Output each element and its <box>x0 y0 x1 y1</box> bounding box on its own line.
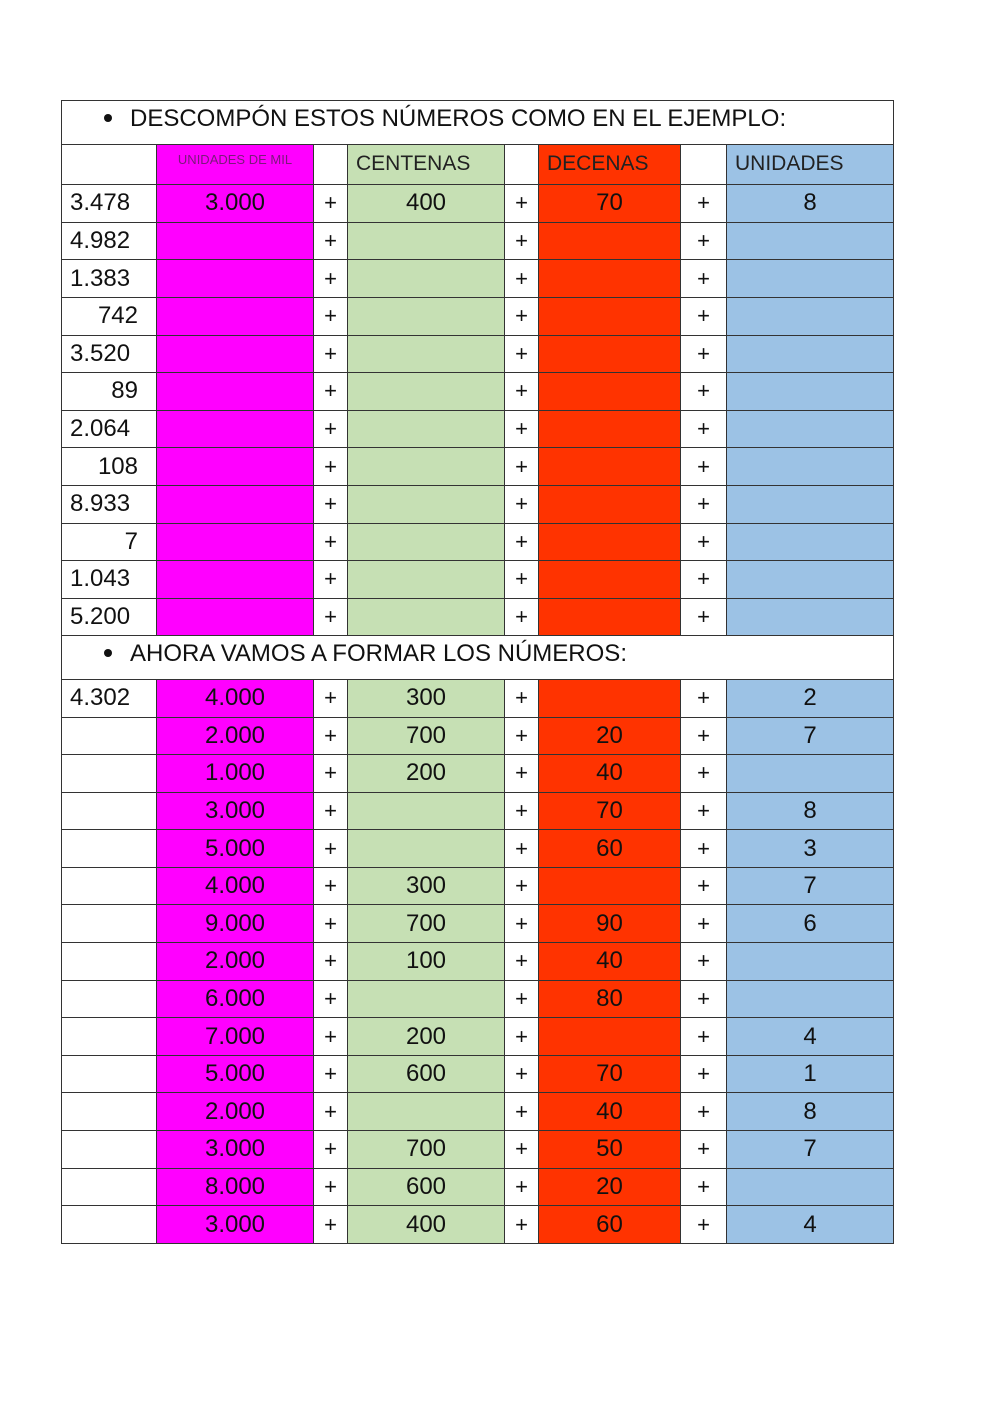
number-cell: 3.478 <box>62 185 157 223</box>
centenas-cell: 300 <box>348 867 505 905</box>
decenas-cell: 90 <box>539 905 681 943</box>
unidades-de-mil-cell: 7.000 <box>157 1018 314 1056</box>
table-row <box>62 222 894 260</box>
plus-sign: + <box>681 1131 727 1169</box>
table-row <box>62 1018 894 1056</box>
plus-sign: + <box>505 260 539 298</box>
plus-sign: + <box>314 1055 348 1093</box>
centenas-cell[interactable]: 400 <box>348 185 505 223</box>
centenas-cell: 700 <box>348 905 505 943</box>
centenas-cell: 600 <box>348 1055 505 1093</box>
plus-sign: + <box>681 830 727 868</box>
unidades-de-mil-cell[interactable] <box>157 523 314 561</box>
unidades-de-mil-cell[interactable]: 3.000 <box>157 185 314 223</box>
plus-sign: + <box>681 185 727 223</box>
centenas-cell[interactable] <box>348 373 505 411</box>
unidades-de-mil-cell: 4.000 <box>157 679 314 717</box>
plus-sign: + <box>681 598 727 636</box>
number-cell: 108 <box>62 448 157 486</box>
decenas-cell: 40 <box>539 1093 681 1131</box>
decenas-cell: 20 <box>539 1168 681 1206</box>
table-row <box>62 943 894 981</box>
plus-sign: + <box>314 598 348 636</box>
table-row <box>62 717 894 755</box>
centenas-cell[interactable] <box>348 222 505 260</box>
table-row <box>62 373 894 411</box>
unidades-cell: 8 <box>727 792 894 830</box>
table-row <box>62 792 894 830</box>
table-row <box>62 523 894 561</box>
unidades-cell: 6 <box>727 905 894 943</box>
unidades-de-mil-cell: 3.000 <box>157 1131 314 1169</box>
plus-sign: + <box>314 185 348 223</box>
centenas-cell[interactable] <box>348 485 505 523</box>
plus-sign: + <box>681 561 727 599</box>
number-cell[interactable] <box>62 792 157 830</box>
plus-sign: + <box>681 717 727 755</box>
centenas-cell[interactable] <box>348 297 505 335</box>
decenas-cell[interactable] <box>539 485 681 523</box>
section1-instruction-row <box>62 101 894 145</box>
number-cell: 742 <box>62 297 157 335</box>
plus-sign: + <box>681 523 727 561</box>
number-cell[interactable] <box>62 1093 157 1131</box>
decenas-cell: 70 <box>539 792 681 830</box>
centenas-cell: 400 <box>348 1206 505 1244</box>
header-gap <box>314 144 348 185</box>
centenas-cell <box>348 1093 505 1131</box>
unidades-de-mil-cell[interactable] <box>157 448 314 486</box>
table-row <box>62 830 894 868</box>
decenas-cell: 60 <box>539 830 681 868</box>
section1-instruction <box>62 101 894 145</box>
decenas-cell: 60 <box>539 1206 681 1244</box>
unidades-cell[interactable] <box>727 297 894 335</box>
plus-sign: + <box>314 679 348 717</box>
plus-sign: + <box>314 905 348 943</box>
number-cell: 1.043 <box>62 561 157 599</box>
number-cell[interactable] <box>62 905 157 943</box>
plus-sign: + <box>681 335 727 373</box>
plus-sign: + <box>681 1206 727 1244</box>
decenas-cell[interactable] <box>539 297 681 335</box>
unidades-cell: 2 <box>727 679 894 717</box>
number-cell[interactable] <box>62 830 157 868</box>
number-cell[interactable] <box>62 1018 157 1056</box>
centenas-cell: 700 <box>348 1131 505 1169</box>
plus-sign: + <box>505 905 539 943</box>
unidades-cell: 7 <box>727 1131 894 1169</box>
plus-sign: + <box>314 1206 348 1244</box>
decenas-cell[interactable] <box>539 523 681 561</box>
plus-sign: + <box>505 679 539 717</box>
table-row <box>62 297 894 335</box>
plus-sign: + <box>314 717 348 755</box>
table-row <box>62 1168 894 1206</box>
table-row <box>62 905 894 943</box>
unidades-de-mil-cell: 1.000 <box>157 755 314 793</box>
plus-sign: + <box>681 260 727 298</box>
header-blank <box>62 144 157 185</box>
number-cell[interactable] <box>62 1168 157 1206</box>
number-cell: 1.383 <box>62 260 157 298</box>
plus-sign: + <box>314 943 348 981</box>
unidades-cell <box>727 755 894 793</box>
table-row <box>62 980 894 1018</box>
unidades-cell[interactable] <box>727 373 894 411</box>
centenas-cell[interactable] <box>348 448 505 486</box>
decenas-cell[interactable] <box>539 373 681 411</box>
plus-sign: + <box>505 1018 539 1056</box>
table-row <box>62 260 894 298</box>
number-cell[interactable] <box>62 980 157 1018</box>
unidades-de-mil-cell[interactable] <box>157 373 314 411</box>
plus-sign: + <box>505 717 539 755</box>
plus-sign: + <box>314 755 348 793</box>
decenas-cell <box>539 679 681 717</box>
unidades-de-mil-cell: 2.000 <box>157 717 314 755</box>
plus-sign: + <box>314 448 348 486</box>
decenas-cell <box>539 1018 681 1056</box>
table-row <box>62 867 894 905</box>
number-cell: 5.200 <box>62 598 157 636</box>
plus-sign: + <box>314 1131 348 1169</box>
number-cell[interactable] <box>62 717 157 755</box>
number-cell[interactable] <box>62 1131 157 1169</box>
header-unidades-de-mil: UNIDADES DE MIL <box>157 144 314 185</box>
unidades-de-mil-cell[interactable] <box>157 297 314 335</box>
section2-instruction <box>62 636 894 680</box>
centenas-cell[interactable] <box>348 335 505 373</box>
plus-sign: + <box>314 561 348 599</box>
plus-sign: + <box>681 485 727 523</box>
unidades-de-mil-cell: 3.000 <box>157 1206 314 1244</box>
plus-sign: + <box>314 485 348 523</box>
decenas-cell[interactable] <box>539 335 681 373</box>
unidades-cell[interactable]: 8 <box>727 185 894 223</box>
plus-sign: + <box>505 297 539 335</box>
decenas-cell <box>539 867 681 905</box>
plus-sign: + <box>681 1168 727 1206</box>
plus-sign: + <box>681 1093 727 1131</box>
plus-sign: + <box>681 1055 727 1093</box>
worksheet-table <box>61 100 894 1244</box>
plus-sign: + <box>505 1055 539 1093</box>
plus-sign: + <box>681 867 727 905</box>
plus-sign: + <box>314 792 348 830</box>
unidades-de-mil-cell: 3.000 <box>157 792 314 830</box>
decenas-cell[interactable] <box>539 410 681 448</box>
centenas-cell: 200 <box>348 1018 505 1056</box>
plus-sign: + <box>314 297 348 335</box>
plus-sign: + <box>505 485 539 523</box>
plus-sign: + <box>505 792 539 830</box>
plus-sign: + <box>314 260 348 298</box>
plus-sign: + <box>505 185 539 223</box>
unidades-cell: 7 <box>727 717 894 755</box>
plus-sign: + <box>314 335 348 373</box>
centenas-cell: 600 <box>348 1168 505 1206</box>
unidades-cell: 4 <box>727 1018 894 1056</box>
unidades-de-mil-cell[interactable] <box>157 222 314 260</box>
centenas-cell: 700 <box>348 717 505 755</box>
plus-sign: + <box>681 792 727 830</box>
bullet-icon <box>104 649 112 657</box>
plus-sign: + <box>314 830 348 868</box>
header-gap <box>681 144 727 185</box>
unidades-de-mil-cell: 2.000 <box>157 1093 314 1131</box>
unidades-cell: 7 <box>727 867 894 905</box>
plus-sign: + <box>681 373 727 411</box>
header-gap <box>505 144 539 185</box>
number-cell: 89 <box>62 373 157 411</box>
decenas-cell[interactable] <box>539 222 681 260</box>
plus-sign: + <box>314 980 348 1018</box>
unidades-cell: 8 <box>727 1093 894 1131</box>
plus-sign: + <box>505 410 539 448</box>
unidades-cell[interactable] <box>727 410 894 448</box>
centenas-cell: 200 <box>348 755 505 793</box>
decenas-cell[interactable] <box>539 561 681 599</box>
plus-sign: + <box>505 222 539 260</box>
plus-sign: + <box>681 980 727 1018</box>
decenas-cell[interactable] <box>539 260 681 298</box>
unidades-de-mil-cell: 5.000 <box>157 830 314 868</box>
decenas-cell[interactable] <box>539 598 681 636</box>
unidades-cell[interactable] <box>727 561 894 599</box>
plus-sign: + <box>681 943 727 981</box>
unidades-cell[interactable] <box>727 448 894 486</box>
unidades-cell[interactable] <box>727 598 894 636</box>
plus-sign: + <box>314 523 348 561</box>
unidades-de-mil-cell: 9.000 <box>157 905 314 943</box>
plus-sign: + <box>505 523 539 561</box>
plus-sign: + <box>681 755 727 793</box>
table-row <box>62 185 894 223</box>
decenas-cell: 40 <box>539 755 681 793</box>
decenas-cell: 20 <box>539 717 681 755</box>
centenas-cell[interactable] <box>348 598 505 636</box>
centenas-cell[interactable] <box>348 523 505 561</box>
header-centenas: CENTENAS <box>348 144 505 185</box>
decenas-cell[interactable] <box>539 448 681 486</box>
plus-sign: + <box>681 1018 727 1056</box>
unidades-cell <box>727 1168 894 1206</box>
number-cell: 3.520 <box>62 335 157 373</box>
decenas-cell[interactable]: 70 <box>539 185 681 223</box>
unidades-de-mil-cell: 8.000 <box>157 1168 314 1206</box>
plus-sign: + <box>314 222 348 260</box>
centenas-cell: 300 <box>348 679 505 717</box>
plus-sign: + <box>505 1168 539 1206</box>
centenas-cell <box>348 830 505 868</box>
table-row <box>62 485 894 523</box>
centenas-cell[interactable] <box>348 260 505 298</box>
number-cell[interactable] <box>62 755 157 793</box>
number-cell: 8.933 <box>62 485 157 523</box>
plus-sign: + <box>505 598 539 636</box>
header-decenas: DECENAS <box>539 144 681 185</box>
plus-sign: + <box>314 410 348 448</box>
unidades-cell[interactable] <box>727 222 894 260</box>
plus-sign: + <box>314 1168 348 1206</box>
unidades-de-mil-cell[interactable] <box>157 260 314 298</box>
unidades-cell[interactable] <box>727 523 894 561</box>
unidades-de-mil-cell[interactable] <box>157 561 314 599</box>
plus-sign: + <box>681 905 727 943</box>
table-row <box>62 410 894 448</box>
unidades-de-mil-cell: 2.000 <box>157 943 314 981</box>
plus-sign: + <box>505 830 539 868</box>
table-row <box>62 755 894 793</box>
header-unidades: UNIDADES <box>727 144 894 185</box>
plus-sign: + <box>314 373 348 411</box>
number-cell: 7 <box>62 523 157 561</box>
plus-sign: + <box>314 867 348 905</box>
plus-sign: + <box>314 1093 348 1131</box>
table-row <box>62 1131 894 1169</box>
plus-sign: + <box>314 1018 348 1056</box>
unidades-de-mil-cell[interactable] <box>157 598 314 636</box>
table-row <box>62 561 894 599</box>
plus-sign: + <box>505 980 539 1018</box>
table-row <box>62 448 894 486</box>
centenas-cell: 100 <box>348 943 505 981</box>
plus-sign: + <box>505 867 539 905</box>
number-cell[interactable] <box>62 867 157 905</box>
number-cell: 4.982 <box>62 222 157 260</box>
plus-sign: + <box>505 335 539 373</box>
plus-sign: + <box>505 561 539 599</box>
plus-sign: + <box>681 448 727 486</box>
plus-sign: + <box>505 448 539 486</box>
decenas-cell: 80 <box>539 980 681 1018</box>
number-cell: 2.064 <box>62 410 157 448</box>
section2-instruction-text: AHORA VAMOS A FORMAR LOS NÚMEROS: <box>130 640 627 668</box>
column-header-row <box>62 144 894 185</box>
unidades-de-mil-cell[interactable] <box>157 485 314 523</box>
section1-instruction-text: DESCOMPÓN ESTOS NÚMEROS COMO EN EL EJEMPLO: <box>130 105 787 132</box>
plus-sign: + <box>505 1206 539 1244</box>
table-row <box>62 1055 894 1093</box>
plus-sign: + <box>681 679 727 717</box>
centenas-cell[interactable] <box>348 561 505 599</box>
unidades-cell[interactable] <box>727 335 894 373</box>
plus-sign: + <box>505 1131 539 1169</box>
centenas-cell <box>348 980 505 1018</box>
centenas-cell <box>348 792 505 830</box>
decenas-cell: 50 <box>539 1131 681 1169</box>
section2-instruction-row <box>62 636 894 680</box>
plus-sign: + <box>505 1093 539 1131</box>
table-row <box>62 1206 894 1244</box>
unidades-cell[interactable] <box>727 485 894 523</box>
bullet-icon <box>104 114 112 122</box>
plus-sign: + <box>681 222 727 260</box>
plus-sign: + <box>681 410 727 448</box>
decenas-cell: 40 <box>539 943 681 981</box>
plus-sign: + <box>505 943 539 981</box>
number-cell[interactable] <box>62 1206 157 1244</box>
unidades-cell <box>727 943 894 981</box>
unidades-de-mil-cell[interactable] <box>157 335 314 373</box>
table-row <box>62 1093 894 1131</box>
number-cell[interactable] <box>62 943 157 981</box>
centenas-cell[interactable] <box>348 410 505 448</box>
unidades-de-mil-cell[interactable] <box>157 410 314 448</box>
number-cell[interactable] <box>62 1055 157 1093</box>
table-row <box>62 679 894 717</box>
unidades-cell: 3 <box>727 830 894 868</box>
plus-sign: + <box>681 297 727 335</box>
table-row <box>62 335 894 373</box>
unidades-de-mil-cell: 4.000 <box>157 867 314 905</box>
unidades-cell: 4 <box>727 1206 894 1244</box>
plus-sign: + <box>505 755 539 793</box>
unidades-cell[interactable] <box>727 260 894 298</box>
decenas-cell: 70 <box>539 1055 681 1093</box>
plus-sign: + <box>505 373 539 411</box>
unidades-cell <box>727 980 894 1018</box>
unidades-de-mil-cell: 6.000 <box>157 980 314 1018</box>
table-row <box>62 598 894 636</box>
unidades-cell: 1 <box>727 1055 894 1093</box>
number-cell[interactable]: 4.302 <box>62 679 157 717</box>
unidades-de-mil-cell: 5.000 <box>157 1055 314 1093</box>
